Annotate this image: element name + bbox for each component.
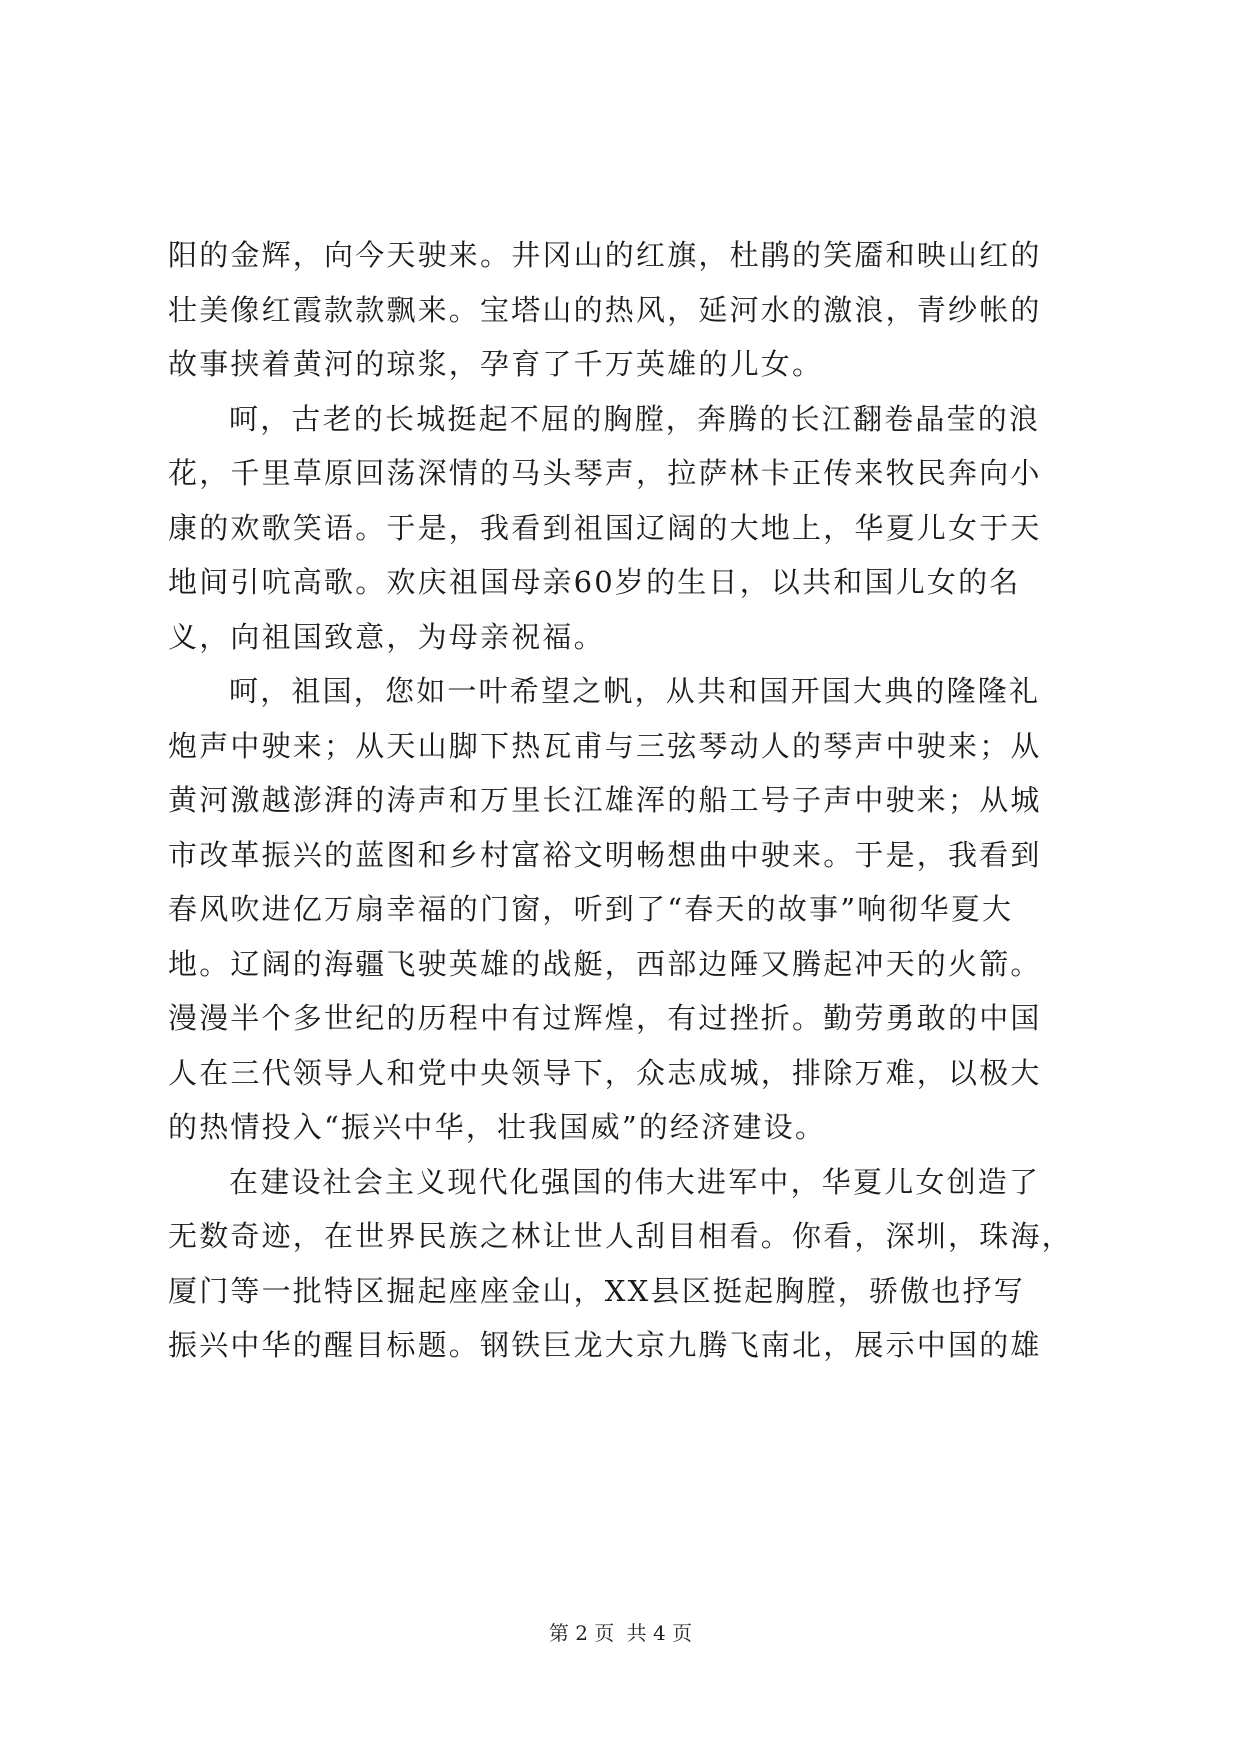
page-footer <box>0 1617 1241 1646</box>
text-line: 康的欢歌笑语。于是，我看到祖国辽阔的大地上，华夏儿女于天 <box>168 510 1042 545</box>
text-line: 振兴中华的醒目标题。钢铁巨龙大京九腾飞南北，展示中国的雄 <box>168 1328 1042 1362</box>
text-line: 义，向祖国致意，为母亲祝福。 <box>168 619 605 654</box>
text-line: 壮美像红霞款款飘来。宝塔山的热风，延河水的激浪，青纱帐的 <box>168 292 1042 327</box>
text-line: 春风吹进亿万扇幸福的门窗，听到了“春天的故事”响彻华夏大 <box>168 892 1014 926</box>
text-line: 地间引吭高歌。欢庆祖国母亲60岁的生日，以共和国儿女的名 <box>168 565 1021 599</box>
text-line: 阳的金辉，向今天驶来。井冈山的红旗，杜鹃的笑靥和映山红的 <box>168 238 1042 272</box>
text-line: 漫漫半个多世纪的历程中有过辉煌，有过挫折。勤劳勇敢的中国 <box>168 1001 1042 1035</box>
text-line: 厦门等一批特区掘起座座金山，XX县区挺起胸膛，骄傲也抒写 <box>168 1273 1025 1308</box>
text-line: 无数奇迹，在世界民族之林让世人刮目相看。你看，深圳，珠海， <box>168 1219 1073 1253</box>
page-number: 第 2 页 <box>548 1621 615 1645</box>
page-total: 共 4 页 <box>626 1621 693 1645</box>
text-line: 呵，古老的长城挺起不屈的胸膛，奔腾的长江翻卷晶莹的浪 <box>229 401 1041 436</box>
text-line: 炮声中驶来；从天山脚下热瓦甫与三弦琴动人的琴声中驶来；从 <box>168 728 1042 763</box>
text-line: 故事挟着黄河的琼浆，孕育了千万英雄的儿女。 <box>168 347 824 381</box>
text-line: 花，千里草原回荡深情的马头琴声，拉萨林卡正传来牧民奔向小 <box>168 456 1042 490</box>
body-text <box>168 228 1088 1373</box>
text-line: 人在三代领导人和党中央领导下，众志成城，排除万难，以极大 <box>168 1055 1042 1090</box>
text-line: 黄河激越澎湃的涛声和万里长江雄浑的船工号子声中驶来；从城 <box>168 783 1042 817</box>
text-line: 地。辽阔的海疆飞驶英雄的战艇，西部边陲又腾起冲天的火箭。 <box>168 946 1042 981</box>
text-line: 在建设社会主义现代化强国的伟大进军中，华夏儿女创造了 <box>229 1164 1041 1199</box>
text-line: 的热情投入“振兴中华，壮我国威”的经济建设。 <box>168 1110 827 1144</box>
text-line: 呵，祖国，您如一叶希望之帆，从共和国开国大典的隆隆礼 <box>229 674 1041 708</box>
text-line: 市改革振兴的蓝图和乡村富裕文明畅想曲中驶来。于是，我看到 <box>168 837 1042 872</box>
